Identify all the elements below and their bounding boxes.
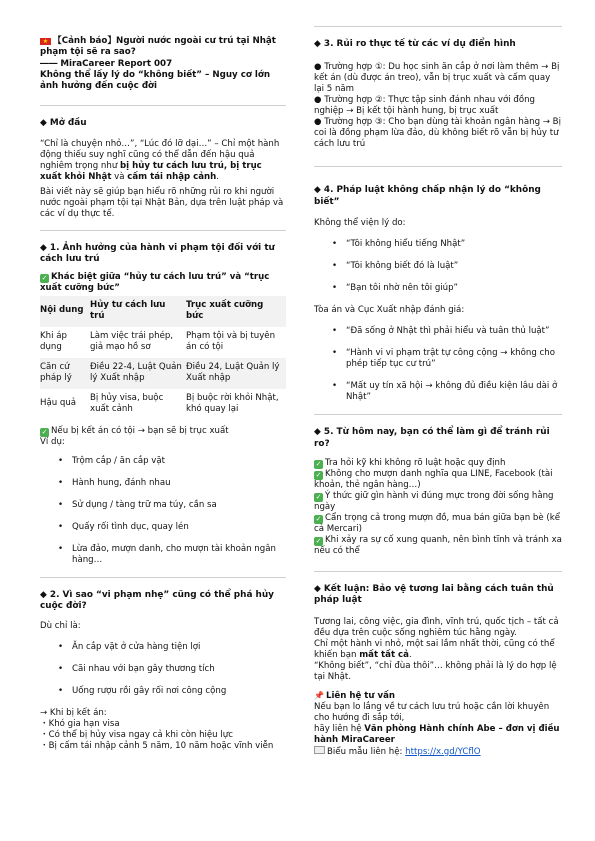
example-label: Ví dụ: [40, 436, 65, 447]
divider [40, 230, 286, 231]
check-icon: ✓ [41, 427, 48, 436]
list-item: • Trộm cắp / ăn cắp vặt [40, 456, 286, 467]
tip-text: Ý thức giữ gìn hành vi đúng mực trong đời sống hằng ngày [314, 490, 554, 512]
result-item: ・Khó gia hạn visa [40, 718, 120, 729]
table-cell: Điều 24, Luật Quản lý Xuất nhập [186, 361, 280, 383]
intro-paragraph-2: Bài viết này sẽ giúp bạn hiểu rõ những rủi ro khi người nước ngoài phạm tội tại Nhật Bản, dựa trên luật pháp và các ví dụ thực tế. [40, 186, 284, 219]
case-item: ● Trường hợp ①: Du học sinh ăn cắp ở nơi làm thêm → Bị kết án (dù được án treo), vẫn bị trục xuất và cấm quay lại 5 năm [314, 62, 560, 95]
court-label: Tòa án và Cục Xuất nhập đánh giá: [314, 305, 465, 316]
table-header: Nội dung [40, 305, 84, 316]
conviction-note [40, 426, 286, 437]
divider [314, 414, 562, 415]
check-icon: ✓ [41, 273, 48, 282]
judgement-list [314, 326, 562, 403]
list-item: • Quấy rối tình dục, quay lén [40, 522, 286, 533]
contact-heading-text: Liên hệ tư vấn [325, 690, 396, 701]
check-icon: ✓ [315, 514, 322, 523]
table-cell: Làm việc trái phép, giả mạo hồ sơ [90, 330, 174, 352]
table-header: Hủy tư cách lưu trú [90, 299, 166, 321]
table-row [40, 327, 286, 358]
list-item: • “Bạn tôi nhờ nên tôi giúp” [314, 283, 562, 294]
contact-p1: Nếu bạn lo lắng về tư cách lưu trú hoặc cần lời khuyên cho hướng đi sắp tới, [314, 701, 550, 723]
conclusion-p1: Tương lai, công việc, gia đình, vĩnh trú, quốc tịch – tất cả đều dựa trên cuộc sống nghiêm túc hằng ngày. [314, 616, 559, 638]
list-item: • “Đã sống ở Nhật thì phải hiểu và tuân thủ luật” [314, 326, 562, 337]
list-item: • “Hành vi vi phạm trật tự công cộng → không cho phép tiếp tục cư trú” [314, 348, 562, 370]
list-item: • Sử dụng / tàng trữ ma túy, cần sa [40, 500, 286, 511]
tip-text: Cẩn trọng cả trong mượn đồ, mua bán giữa bạn bè (kể cả Mercari) [314, 512, 560, 534]
case-item: ● Trường hợp ③: Cho bạn dùng tài khoản ngân hàng → Bị coi là đồng phạm lừa đảo, dù không biết rõ vẫn bị hủy tư cách lưu trú [314, 117, 561, 150]
table-header-row [40, 296, 286, 327]
table-cell: Hậu quả [40, 398, 77, 409]
list-item: • Cãi nhau với bạn gây thương tích [40, 664, 286, 675]
table-cell: Phạm tội và bị tuyên án có tội [186, 330, 276, 352]
divider [40, 105, 286, 106]
contact-office: Văn phòng Hành chính Abe – đơn vị điều hành MiraCareer [314, 723, 560, 745]
list-item: • Lừa đảo, mượn danh, cho mượn tài khoản ngân hàng… [40, 544, 286, 566]
section4-heading: ◆ 4. Pháp luật không chấp nhận lý do “không biết” [314, 185, 541, 207]
conviction-note-text: Nếu bị kết án có tội → bạn sẽ bị trục xuất [51, 425, 229, 436]
left-column [40, 36, 286, 752]
tip-item [314, 469, 562, 491]
conclusion-p2 [314, 639, 562, 661]
divider [314, 26, 562, 27]
section2-heading: ◆ 2. Vì sao “vi phạm nhẹ” cũng có thể phá hủy cuộc đời? [40, 589, 274, 612]
vietnam-flag-icon: ★ [40, 38, 51, 45]
divider [314, 166, 562, 167]
section5-heading: ◆ 5. Từ hôm nay, bạn có thể làm gì để tránh rủi ro? [314, 427, 550, 449]
table-cell: Căn cứ pháp lý [40, 361, 72, 383]
example-list [40, 456, 286, 566]
section2-after: → Khi bị kết án: [40, 707, 107, 718]
list-item: • “Tôi không hiểu tiếng Nhật” [314, 239, 562, 250]
intro-text-2: và [111, 171, 128, 182]
tip-item [314, 513, 562, 535]
conclusion-bold: mất tất cả [359, 649, 409, 660]
contact-p2 [314, 724, 562, 746]
conclusion-text-2: . [408, 649, 412, 660]
tip-item [314, 535, 562, 557]
comparison-table [40, 296, 286, 420]
divider [40, 577, 286, 578]
contact-form [314, 746, 562, 758]
table-header: Trục xuất cưỡng bức [186, 299, 264, 321]
list-item: • Ăn cắp vặt ở cửa hàng tiện lợi [40, 642, 286, 653]
section1-sub-text: Khác biệt giữa “hủy tư cách lưu trú” và “trục xuất cưỡng bức” [40, 271, 270, 293]
report-label: ―― MiraCareer Report 007 [40, 58, 173, 69]
doc-subtitle: Không thể lấy lý do “không biết” – Nguy cơ lớn ảnh hưởng đến cuộc đời [40, 69, 271, 92]
conclusion-text: Chỉ một hành vi nhỏ, một sai lầm nhất thời, cũng có thể khiến bạn [314, 638, 555, 660]
tip-text: Tra hỏi kỹ khi không rõ luật hoặc quy định [325, 457, 506, 468]
intro-heading: ◆ Mở đầu [40, 117, 87, 128]
envelope-icon [314, 746, 325, 754]
list-item: • “Tôi không biết đó là luật” [314, 261, 562, 272]
tip-item [314, 491, 562, 513]
result-item: ・Có thể bị hủy visa ngay cả khi còn hiệu lực [40, 729, 233, 740]
contact-heading [314, 691, 562, 702]
list-item: • Uống rượu rồi gây rối nơi công cộng [40, 686, 286, 697]
document-header [40, 36, 286, 93]
section1-heading: ◆ 1. Ảnh hưởng của hành vi phạm tội đối với tư cách lưu trú [40, 242, 275, 265]
intro-bold-2: cấm tái nhập cảnh [127, 171, 217, 182]
contact-form-label: Biểu mẫu liên hệ: [327, 746, 406, 757]
pushpin-icon: 📌 [314, 690, 324, 700]
case-item: ● Trường hợp ②: Thực tập sinh đánh nhau với đồng nghiệp → Bị kết tội hành hung, bị trục xuất [314, 95, 535, 117]
right-column [314, 26, 562, 758]
check-icon: ✓ [315, 459, 322, 468]
intro-text: “Chỉ là chuyện nhỏ…”, “Lúc đó lỡ dại…” – Chỉ một hành động thiếu suy nghĩ cũng có thể dẫn đến hậu quả nghiêm trọng như [40, 138, 280, 171]
check-icon: ✓ [315, 536, 322, 545]
tip-text: Khi xảy ra sự cố xung quanh, nên bình tĩnh và tránh xa nếu có thể [314, 534, 562, 556]
divider [314, 571, 562, 572]
minor-offense-list [40, 642, 286, 697]
conclusion-heading: ◆ Kết luận: Bảo vệ tương lai bằng cách tuân thủ pháp luật [314, 583, 554, 606]
check-icon: ✓ [315, 470, 322, 479]
conclusion-p3: “Không biết”, “chỉ đùa thôi”… không phải là lý do hợp lệ tại Nhật. [314, 660, 557, 682]
list-item: • Hành hung, đánh nhau [40, 478, 286, 489]
section4-lead: Không thể viện lý do: [314, 218, 406, 229]
excuse-list [314, 239, 562, 294]
result-item: ・Bị cấm tái nhập cảnh 5 năm, 10 năm hoặc vĩnh viễn [40, 740, 274, 751]
tip-item [314, 458, 562, 469]
tip-text: Không cho mượn danh nghĩa qua LINE, Facebook (tài khoản, thẻ ngân hàng…) [314, 468, 553, 490]
table-cell: Khi áp dụng [40, 330, 67, 352]
contact-form-link[interactable]: https://x.gd/YCflO [405, 746, 481, 757]
table-cell: Bị hủy visa, buộc xuất cảnh [90, 392, 164, 414]
table-cell: Bị buộc rời khỏi Nhật, khó quay lại [186, 392, 279, 414]
list-item: • “Mất uy tín xã hội → không đủ điều kiện lâu dài ở Nhật” [314, 381, 562, 403]
check-icon: ✓ [315, 492, 322, 501]
contact-text: hãy liên hệ [314, 723, 365, 734]
intro-text-3: . [216, 171, 220, 182]
table-cell: Điều 22-4, Luật Quản lý Xuất nhập [90, 361, 182, 383]
doc-title: 【Cảnh báo】Người nước ngoài cư trú tại Nhật phạm tội sẽ ra sao? [40, 36, 276, 58]
intro-bold: bị hủy tư cách lưu trú, bị trục xuất khỏi Nhật [40, 160, 262, 182]
table-row [40, 358, 286, 389]
section3-heading: ◆ 3. Rủi ro thực tế từ các ví dụ điển hình [314, 39, 516, 49]
intro-paragraph-1 [40, 139, 286, 183]
section1-subheading [40, 272, 286, 294]
section2-lead: Dù chỉ là: [40, 620, 81, 631]
table-row [40, 389, 286, 420]
